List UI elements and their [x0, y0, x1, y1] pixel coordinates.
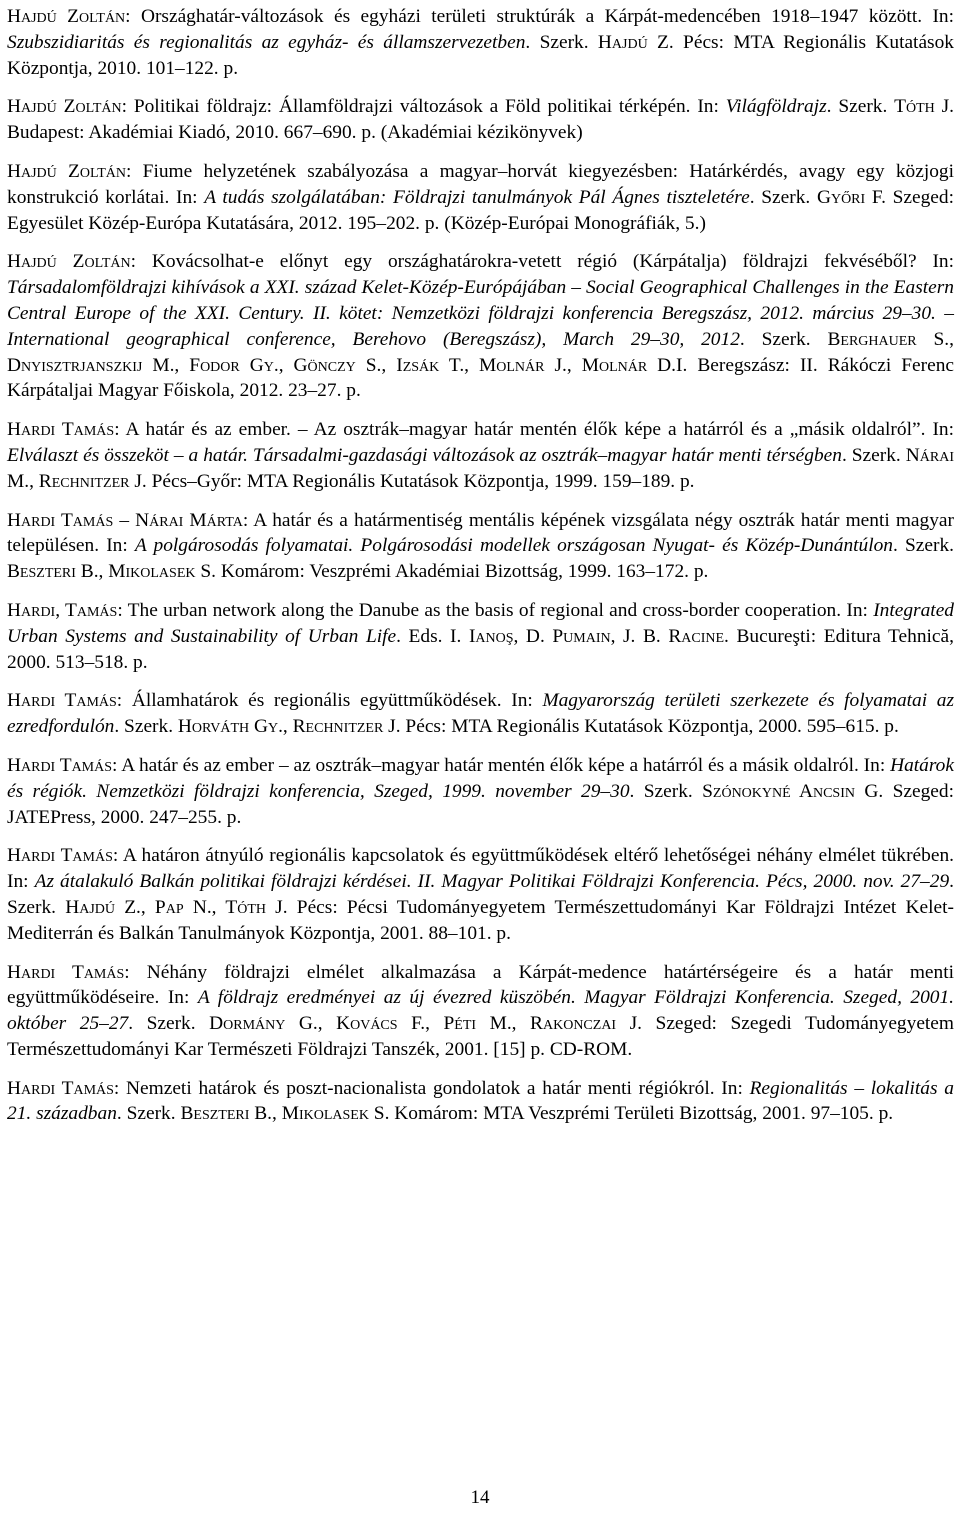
author-name: Hardi Tamás – Nárai Márta: [7, 509, 249, 531]
source-title: Elválaszt és összeköt – a határ. Társadalmi-gazdasági változások az osztrák–magyar határ menti térségben [7, 444, 842, 466]
citation-text: Kovácsolhat-e előnyt egy országhatárokra-vetett régió (Kárpátalja) földrajzi fekvéséből? In: [136, 251, 954, 273]
author-name: Dormány G., Kovács F., Péti M., Rakonczai J. [209, 1013, 643, 1035]
citation-text: Szeged: Egyesület Közép-Európa Kutatására, 2012. 195–202. p. (Közép-Európai Monográfiák, 5.) [7, 186, 955, 234]
author-name: Tóth J. [894, 96, 954, 118]
author-name: Hajdú Zoltán: [7, 96, 127, 118]
bibliography-entry [7, 94, 954, 146]
citation-text: Budapest: Akadémiai Kiadó, 2010. 667–690. p. (Akadémiai kézikönyvek) [7, 122, 583, 144]
author-name: Hajdú Zoltán: [7, 251, 137, 273]
bibliography-entry [7, 843, 954, 946]
author-name: Beszteri B., Mikolasek S. [7, 561, 216, 583]
bibliography-list [7, 4, 954, 1140]
source-title: Magyarország területi szerkezete és folyamatai az ezredfordulón [7, 690, 954, 738]
author-name: Hardi Tamás: [7, 690, 123, 712]
citation-text: Pécs: MTA Regionális Kutatások Központja, 2000. 595–615. p. [400, 716, 899, 738]
bibliography-entry [7, 753, 954, 830]
author-name: Hajdú Z. [597, 31, 674, 53]
citation-text: Bucureşti: Editura Tehnică, 2000. 513–518. p. [7, 625, 954, 673]
bibliography-entry [7, 4, 954, 81]
citation-text: . Szerk. [826, 96, 895, 118]
source-title: Határok és régiók. Nemzetközi földrajzi konferencia, Szeged, 1999. november 29–30 [7, 754, 954, 802]
citation-text: A határ és az ember – az osztrák–magyar határ mentén élők képe a határról és a másik oldalról. In: [117, 754, 891, 776]
citation-text: Komárom: Veszprémi Akadémiai Bizottság, 1999. 163–172. p. [215, 561, 709, 583]
citation-text: . Szerk. [128, 1013, 210, 1035]
bibliography-entry [7, 249, 954, 404]
author-name: Hardi, Tamás: [7, 599, 123, 621]
citation-text: . Szerk. [749, 186, 817, 208]
citation-text: . Szerk. [7, 871, 955, 918]
citation-text: . Szerk. [739, 328, 828, 350]
citation-text: A határon átnyúló regionális kapcsolatok és együttműködések eltérő lehetőségei néhány elmélet tükrében. In: [7, 845, 954, 893]
citation-text: Szeged: Szegedi Tudományegyetem Természettudományi Kar Természeti Földrajzi Tanszék, 2001. [15] p. CD-ROM. [7, 1013, 954, 1060]
citation-text: . Szerk. [116, 1103, 181, 1125]
source-title: Szubszidiaritás és regionalitás az egyház- és államszervezetben [7, 31, 526, 53]
source-title: Regionalitás – lokalitás a 21. században [7, 1077, 954, 1125]
author-name: Szónokyné Ancsin G. [702, 780, 884, 802]
source-title: Az átalakuló Balkán politikai földrajzi kérdései. II. Magyar Politikai Földrajzi Konferencia. Pécs, 2000. nov. 27–29 [34, 871, 950, 893]
citation-text: Nemzeti határok és poszt-nacionalista gondolatok a határ menti régiókról. In: [119, 1077, 750, 1099]
bibliography-entry [7, 159, 954, 236]
source-title: Világföldrajz [725, 96, 827, 118]
citation-text: Szeged: JATEPress, 2000. 247–255. p. [7, 780, 954, 828]
citation-text: Országhatár-változások és egyházi területi struktúrák a Kárpát-medencében 1918–1947 között. In: [130, 6, 954, 27]
source-title: A tudás szolgálatában: Földrajzi tanulmányok Pál Ágnes tiszteletére [204, 186, 750, 208]
citation-text: Politikai földrajz: Államföldrajzi változások a Föld politikai térképén. In: [127, 96, 726, 118]
bibliography-entry [7, 508, 954, 585]
citation-text: Pécs: Pécsi Tudományegyetem Természettudományi Kar Földrajzi Intézet Kelet-Mediterrán és Balkán Tanulmányok Központja, 2001. 88–101. p. [7, 896, 954, 944]
source-title: A földrajz eredményei az új évezred küszöbén. Magyar Földrajzi Konferencia. Szeged, 2001. október 25–27 [7, 987, 955, 1035]
source-title: Integrated Urban Systems and Sustainability of Urban Life [7, 599, 954, 647]
citation-text: . Szerk. [525, 31, 598, 53]
citation-text: A határ és a határmentiség mentális képének vizsgálata négy osztrák határ menti magyar településen. In: [7, 509, 954, 557]
author-name: Nárai M., Rechnitzer J. [7, 444, 954, 492]
source-title: Társadalomföldrajzi kihívások a XXI. század Kelet-Közép-Európájában – Social Geographical Challenges in the Eastern Central Europe of the XXI. Century. II. kötet: Nemzetközi földrajzi konferencia Beregszász, 2012. március 29–30. – International geographical conference, Berehovo (Beregszász), March 29–30, 2012 [7, 277, 954, 350]
author-name: Hardi Tamás: [7, 845, 119, 867]
author-name: Hajdú Zoltán: [7, 160, 132, 182]
author-name: Hardi Tamás: [7, 419, 120, 441]
page-number: 14 [470, 1487, 490, 1508]
citation-text: Komárom: MTA Veszprémi Területi Bizottság, 2001. 97–105. p. [389, 1103, 894, 1125]
author-name: Berghauer S., Dnyisztrjanszkij M., Fodor Gy., Gönczy S., Izsák T., Molnár J., Molnár D.I. [7, 328, 954, 376]
bibliography-entry [7, 688, 954, 740]
citation-text: . Szerk. [114, 716, 178, 738]
citation-text: Pécs: MTA Regionális Kutatások Központja, 2010. 101–122. p. [7, 31, 954, 79]
author-name: Ianoş, D. Pumain, J. B. Racine. [468, 625, 729, 647]
citation-text: Fiume helyzetének szabályozása a magyar–horvát kiegyezésben: Határkérdés, avagy egy közjogi konstrukció korlátai. In: [7, 160, 954, 208]
author-name: Hajdú Z., Pap N., Tóth J. [65, 896, 288, 918]
bibliography-entry [7, 417, 954, 494]
citation-text: . Eds. I. [396, 625, 469, 647]
citation-text: Államhatárok és regionális együttműködések. In: [122, 690, 543, 712]
author-name: Hardi Tamás: [7, 1077, 120, 1099]
author-name: Horváth Gy., Rechnitzer J. [177, 716, 401, 738]
author-name: Hardi Tamás: [7, 961, 130, 983]
citation-text: Beregszász: II. Rákóczi Ferenc Kárpátaljai Magyar Főiskola, 2012. 23–27. p. [7, 354, 954, 402]
citation-text: . Szerk. [629, 780, 703, 802]
author-name: Beszteri B., Mikolasek S. [180, 1103, 390, 1125]
author-name: Hajdú Zoltán: [7, 6, 131, 27]
citation-text: Néhány földrajzi elmélet alkalmazása a Kárpát-medence határtérségeire és a határ menti együttműködéseire. In: [7, 961, 954, 1009]
citation-text: A határ és az ember. – Az osztrák–magyar határ mentén élők képe a határról és a „másik oldalról”. In: [119, 419, 954, 441]
author-name: Hardi Tamás: [7, 754, 118, 776]
bibliography-entry [7, 960, 954, 1063]
citation-text: The urban network along the Danube as the basis of regional and cross-border cooperation. In: [122, 599, 874, 621]
author-name: Győri F. [816, 186, 886, 208]
citation-text: . Szerk. [893, 535, 954, 557]
citation-text: . Szerk. [841, 444, 906, 466]
citation-text: Pécs–Győr: MTA Regionális Kutatások Központja, 1999. 159–189. p. [146, 470, 695, 492]
bibliography-entry [7, 1076, 954, 1128]
source-title: A polgárosodás folyamatai. Polgárosodási modellek országosan Nyugat- és Közép-Dunántúlon [134, 535, 894, 557]
bibliography-entry [7, 598, 954, 675]
